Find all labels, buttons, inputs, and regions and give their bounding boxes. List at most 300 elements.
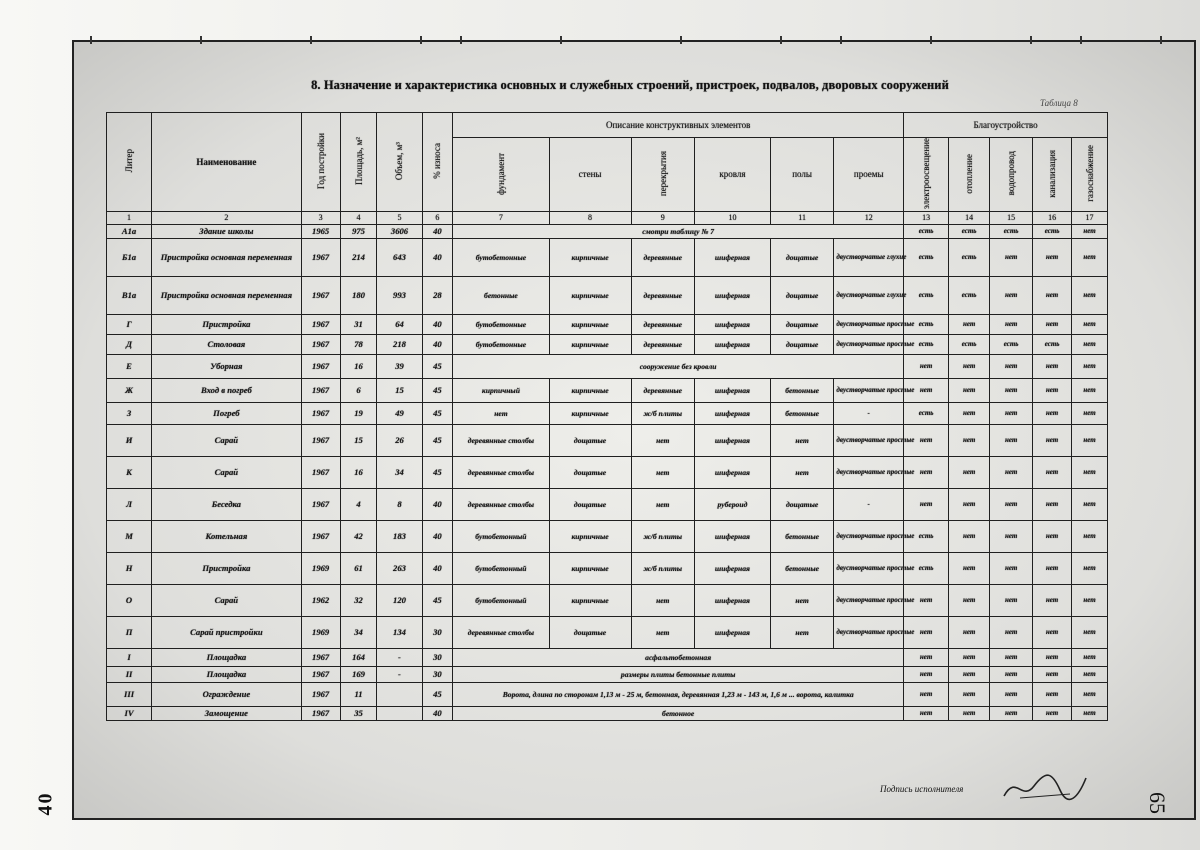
cell-description-span: смотри таблицу № 7: [453, 224, 904, 238]
cell-area: 19: [340, 402, 377, 424]
cell-litera: IV: [107, 706, 152, 720]
cell-name: Беседка: [152, 488, 302, 520]
cell-year: 1967: [301, 682, 340, 706]
cell-amenity: нет: [1072, 648, 1108, 666]
cell-wear: 40: [422, 224, 453, 238]
cell-floors-over: деревянные: [631, 378, 695, 402]
cell-wear: 45: [422, 682, 453, 706]
cell-volume: 3606: [377, 224, 422, 238]
group-amenities: Благоустройство: [904, 113, 1108, 138]
cell-roof: шиферная: [695, 616, 771, 648]
column-number: 17: [1072, 211, 1108, 224]
table-row: [107, 666, 1108, 682]
cell-floors-over: деревянные: [631, 238, 695, 276]
cell-floors-over: ж/б плиты: [631, 552, 695, 584]
cell-name: Ограждение: [152, 682, 302, 706]
table-header-row-1: [107, 113, 1108, 138]
cell-foundation: деревянные столбы: [453, 424, 549, 456]
cell-year: 1967: [301, 424, 340, 456]
cell-area: 31: [340, 314, 377, 334]
table-row: [107, 378, 1108, 402]
col-year: Год постройки: [301, 113, 340, 212]
cell-litera: В1а: [107, 276, 152, 314]
cell-amenity: нет: [949, 552, 990, 584]
cell-amenity: нет: [1033, 584, 1072, 616]
cell-amenity: нет: [1033, 666, 1072, 682]
cell-walls: дощатые: [549, 488, 631, 520]
cell-amenity: нет: [949, 488, 990, 520]
cell-volume: 183: [377, 520, 422, 552]
cell-roof: шиферная: [695, 424, 771, 456]
cell-litera: II: [107, 666, 152, 682]
cell-amenity: нет: [1072, 334, 1108, 354]
cell-amenity: нет: [990, 706, 1033, 720]
cell-wear: 40: [422, 334, 453, 354]
table-row: [107, 520, 1108, 552]
cell-walls: кирпичные: [549, 402, 631, 424]
cell-floors-over: деревянные: [631, 276, 695, 314]
cell-floors-over: деревянные: [631, 314, 695, 334]
cell-roof: шиферная: [695, 238, 771, 276]
cell-description-span: асфальтобетонная: [453, 648, 904, 666]
cell-amenity: нет: [990, 238, 1033, 276]
cell-amenity: нет: [904, 456, 949, 488]
cell-amenity: нет: [990, 424, 1033, 456]
cell-foundation: бутобетонный: [453, 520, 549, 552]
cell-amenity: нет: [990, 378, 1033, 402]
table-row: [107, 648, 1108, 666]
cell-roof: шиферная: [695, 276, 771, 314]
column-number: 12: [834, 211, 904, 224]
cell-amenity: нет: [1072, 584, 1108, 616]
cell-foundation: деревянные столбы: [453, 456, 549, 488]
cell-year: 1967: [301, 334, 340, 354]
cell-foundation: бетонные: [453, 276, 549, 314]
cell-year: 1969: [301, 616, 340, 648]
cell-litera: П: [107, 616, 152, 648]
cell-litera: Г: [107, 314, 152, 334]
cell-openings: двустворчатые простые: [834, 334, 904, 354]
cell-amenity: нет: [949, 616, 990, 648]
cell-year: 1967: [301, 378, 340, 402]
cell-amenity: есть: [1033, 334, 1072, 354]
cell-roof: шиферная: [695, 456, 771, 488]
cell-litera: Ж: [107, 378, 152, 402]
cell-volume: 39: [377, 354, 422, 378]
cell-amenity: нет: [990, 488, 1033, 520]
cell-walls: дощатые: [549, 456, 631, 488]
cell-amenity: нет: [1072, 616, 1108, 648]
cell-floors-over: нет: [631, 488, 695, 520]
cell-name: Пристройка: [152, 314, 302, 334]
cell-volume: 263: [377, 552, 422, 584]
cell-volume: 8: [377, 488, 422, 520]
table-row: [107, 334, 1108, 354]
cell-amenity: нет: [1072, 666, 1108, 682]
punch-marks: [80, 36, 1190, 52]
cell-litera: И: [107, 424, 152, 456]
cell-amenity: нет: [1072, 424, 1108, 456]
cell-amenity: нет: [1072, 706, 1108, 720]
cell-amenity: нет: [949, 666, 990, 682]
cell-volume: 49: [377, 402, 422, 424]
cell-name: Пристройка: [152, 552, 302, 584]
cell-floors-over: деревянные: [631, 334, 695, 354]
sheet-number: 65: [1145, 792, 1170, 814]
cell-roof: рубероид: [695, 488, 771, 520]
cell-amenity: нет: [1033, 616, 1072, 648]
col-floors-over: перекрытия: [631, 138, 695, 212]
cell-amenity: нет: [1033, 276, 1072, 314]
cell-amenity: нет: [1072, 456, 1108, 488]
cell-wear: 40: [422, 238, 453, 276]
cell-volume: 993: [377, 276, 422, 314]
column-number: 13: [904, 211, 949, 224]
cell-floors: нет: [770, 584, 834, 616]
cell-floors: бетонные: [770, 520, 834, 552]
column-number: 8: [549, 211, 631, 224]
cell-name: Пристройка основная переменная: [152, 276, 302, 314]
cell-floors-over: ж/б плиты: [631, 520, 695, 552]
cell-year: 1967: [301, 488, 340, 520]
cell-walls: кирпичные: [549, 584, 631, 616]
cell-area: 34: [340, 616, 377, 648]
table-row: [107, 238, 1108, 276]
cell-area: 975: [340, 224, 377, 238]
cell-foundation: бутобетонный: [453, 552, 549, 584]
cell-name: Погреб: [152, 402, 302, 424]
table-row: [107, 706, 1108, 720]
cell-name: Площадка: [152, 648, 302, 666]
table-row: [107, 424, 1108, 456]
cell-volume: 26: [377, 424, 422, 456]
col-litera: Литер: [107, 113, 152, 212]
cell-roof: шиферная: [695, 552, 771, 584]
cell-amenity: нет: [949, 354, 990, 378]
cell-amenity: есть: [990, 334, 1033, 354]
cell-floors-over: ж/б плиты: [631, 402, 695, 424]
cell-amenity: нет: [949, 682, 990, 706]
cell-wear: 45: [422, 456, 453, 488]
cell-amenity: нет: [990, 616, 1033, 648]
cell-description-span: сооружение без кровли: [453, 354, 904, 378]
cell-amenity: нет: [904, 682, 949, 706]
cell-name: Вход в погреб: [152, 378, 302, 402]
cell-openings: двустворчатые глухие: [834, 276, 904, 314]
cell-amenity: нет: [1033, 520, 1072, 552]
cell-amenity: нет: [1033, 378, 1072, 402]
cell-amenity: нет: [904, 424, 949, 456]
cell-amenity: нет: [904, 378, 949, 402]
cell-roof: шиферная: [695, 520, 771, 552]
cell-amenity: нет: [1033, 648, 1072, 666]
cell-openings: двустворчатые простые: [834, 616, 904, 648]
cell-amenity: есть: [904, 238, 949, 276]
cell-amenity: нет: [1033, 706, 1072, 720]
cell-roof: шиферная: [695, 584, 771, 616]
cell-litera: III: [107, 682, 152, 706]
cell-description-span: размеры плиты бетонные плиты: [453, 666, 904, 682]
cell-amenity: есть: [990, 224, 1033, 238]
column-number: 5: [377, 211, 422, 224]
cell-foundation: бутобетонные: [453, 238, 549, 276]
cell-year: 1967: [301, 238, 340, 276]
cell-wear: 45: [422, 354, 453, 378]
cell-year: 1967: [301, 706, 340, 720]
cell-area: 61: [340, 552, 377, 584]
cell-floors: дощатые: [770, 488, 834, 520]
cell-floors-over: нет: [631, 616, 695, 648]
cell-amenity: есть: [904, 224, 949, 238]
cell-wear: 45: [422, 584, 453, 616]
cell-litera: Д: [107, 334, 152, 354]
cell-amenity: нет: [1072, 378, 1108, 402]
cell-foundation: кирпичный: [453, 378, 549, 402]
cell-volume: 120: [377, 584, 422, 616]
cell-area: 4: [340, 488, 377, 520]
cell-walls: дощатые: [549, 616, 631, 648]
cell-amenity: нет: [990, 456, 1033, 488]
cell-walls: кирпичные: [549, 276, 631, 314]
cell-amenity: нет: [949, 648, 990, 666]
cell-foundation: нет: [453, 402, 549, 424]
cell-amenity: нет: [1033, 456, 1072, 488]
table-row: [107, 616, 1108, 648]
cell-amenity: нет: [1033, 354, 1072, 378]
cell-amenity: нет: [1072, 402, 1108, 424]
cell-name: Замощение: [152, 706, 302, 720]
cell-litera: Л: [107, 488, 152, 520]
cell-amenity: нет: [990, 648, 1033, 666]
column-number: 10: [695, 211, 771, 224]
cell-volume: 64: [377, 314, 422, 334]
cell-amenity: нет: [1072, 224, 1108, 238]
cell-amenity: есть: [1033, 224, 1072, 238]
cell-wear: 45: [422, 402, 453, 424]
cell-openings: двустворчатые простые: [834, 378, 904, 402]
cell-wear: 40: [422, 520, 453, 552]
cell-amenity: нет: [1072, 552, 1108, 584]
signature-scribble: [1000, 768, 1090, 804]
cell-floors-over: нет: [631, 584, 695, 616]
cell-amenity: нет: [949, 402, 990, 424]
cell-amenity: есть: [904, 334, 949, 354]
cell-wear: 30: [422, 648, 453, 666]
cell-wear: 30: [422, 666, 453, 682]
cell-amenity: нет: [904, 488, 949, 520]
cell-name: Сарай пристройки: [152, 616, 302, 648]
group-elements: Описание конструктивных элементов: [453, 113, 904, 138]
cell-amenity: нет: [904, 666, 949, 682]
cell-year: 1967: [301, 314, 340, 334]
cell-name: Сарай: [152, 584, 302, 616]
col-walls: стены: [549, 138, 631, 212]
cell-amenity: нет: [904, 354, 949, 378]
cell-floors: дощатые: [770, 238, 834, 276]
cell-description-span: бетонное: [453, 706, 904, 720]
cell-area: 11: [340, 682, 377, 706]
cell-openings: -: [834, 402, 904, 424]
cell-volume: 15: [377, 378, 422, 402]
col-volume: Объем, м³: [377, 113, 422, 212]
cell-litera: З: [107, 402, 152, 424]
cell-litera: М: [107, 520, 152, 552]
cell-amenity: нет: [990, 584, 1033, 616]
col-openings: проемы: [834, 138, 904, 212]
cell-volume: 643: [377, 238, 422, 276]
cell-amenity: нет: [949, 456, 990, 488]
cell-year: 1967: [301, 648, 340, 666]
cell-name: Площадка: [152, 666, 302, 682]
cell-area: 214: [340, 238, 377, 276]
cell-wear: 30: [422, 616, 453, 648]
cell-openings: двустворчатые простые: [834, 584, 904, 616]
table-row: [107, 682, 1108, 706]
cell-year: 1967: [301, 520, 340, 552]
cell-litera: О: [107, 584, 152, 616]
cell-walls: кирпичные: [549, 520, 631, 552]
cell-roof: шиферная: [695, 314, 771, 334]
cell-area: 16: [340, 354, 377, 378]
cell-amenity: нет: [1072, 682, 1108, 706]
table-note: Таблица 8: [1040, 98, 1078, 108]
cell-amenity: нет: [1072, 238, 1108, 276]
cell-area: 78: [340, 334, 377, 354]
cell-amenity: есть: [949, 224, 990, 238]
cell-year: 1967: [301, 276, 340, 314]
cell-wear: 40: [422, 706, 453, 720]
cell-amenity: нет: [1033, 314, 1072, 334]
cell-amenity: нет: [1033, 424, 1072, 456]
cell-area: 164: [340, 648, 377, 666]
cell-amenity: нет: [904, 584, 949, 616]
column-number: 4: [340, 211, 377, 224]
col-area: Площадь, м²: [340, 113, 377, 212]
cell-wear: 40: [422, 314, 453, 334]
cell-floors: бетонные: [770, 402, 834, 424]
column-numbers-row: [107, 211, 1108, 224]
cell-description-span: Ворота, длина по сторонам 1,13 м - 25 м, бетонная, деревянная 1,23 м - 143 м, 1,6 м ... ворота, калитка: [453, 682, 904, 706]
cell-amenity: нет: [1072, 276, 1108, 314]
column-number: 7: [453, 211, 549, 224]
cell-walls: дощатые: [549, 424, 631, 456]
cell-openings: двустворчатые простые: [834, 520, 904, 552]
cell-area: 6: [340, 378, 377, 402]
cell-amenity: нет: [990, 402, 1033, 424]
cell-amenity: нет: [1033, 402, 1072, 424]
cell-walls: кирпичные: [549, 552, 631, 584]
cell-wear: 40: [422, 488, 453, 520]
cell-volume: [377, 682, 422, 706]
cell-amenity: есть: [904, 520, 949, 552]
cell-floors: нет: [770, 456, 834, 488]
cell-year: 1967: [301, 402, 340, 424]
cell-amenity: нет: [990, 520, 1033, 552]
cell-amenity: есть: [904, 276, 949, 314]
column-number: 11: [770, 211, 834, 224]
table-row: [107, 276, 1108, 314]
cell-volume: 134: [377, 616, 422, 648]
column-number: 15: [990, 211, 1033, 224]
table-row: [107, 402, 1108, 424]
cell-amenity: нет: [904, 616, 949, 648]
column-number: 3: [301, 211, 340, 224]
cell-walls: кирпичные: [549, 238, 631, 276]
cell-name: Сарай: [152, 424, 302, 456]
cell-roof: шиферная: [695, 402, 771, 424]
table-row: [107, 552, 1108, 584]
cell-litera: Н: [107, 552, 152, 584]
cell-litera: I: [107, 648, 152, 666]
col-heating: отопление: [949, 138, 990, 212]
cell-floors: дощатые: [770, 276, 834, 314]
cell-amenity: нет: [1033, 488, 1072, 520]
cell-openings: двустворчатые глухие: [834, 238, 904, 276]
cell-amenity: есть: [949, 276, 990, 314]
cell-wear: 40: [422, 552, 453, 584]
column-number: 9: [631, 211, 695, 224]
cell-roof: шиферная: [695, 334, 771, 354]
cell-wear: 45: [422, 424, 453, 456]
cell-amenity: нет: [949, 520, 990, 552]
cell-foundation: деревянные столбы: [453, 616, 549, 648]
cell-floors-over: нет: [631, 456, 695, 488]
cell-floors: бетонные: [770, 378, 834, 402]
table-row: [107, 354, 1108, 378]
cell-amenity: нет: [1072, 354, 1108, 378]
cell-area: 169: [340, 666, 377, 682]
cell-litera: К: [107, 456, 152, 488]
cell-floors: дощатые: [770, 314, 834, 334]
cell-openings: двустворчатые простые: [834, 456, 904, 488]
cell-area: 42: [340, 520, 377, 552]
column-number: 2: [152, 211, 302, 224]
cell-name: Котельная: [152, 520, 302, 552]
cell-amenity: нет: [990, 314, 1033, 334]
cell-walls: кирпичные: [549, 314, 631, 334]
cell-area: 35: [340, 706, 377, 720]
cell-name: Уборная: [152, 354, 302, 378]
col-wear: % износа: [422, 113, 453, 212]
cell-amenity: нет: [990, 552, 1033, 584]
column-number: 6: [422, 211, 453, 224]
cell-area: 16: [340, 456, 377, 488]
cell-openings: двустворчатые простые: [834, 552, 904, 584]
cell-amenity: нет: [990, 276, 1033, 314]
page-number: 40: [34, 791, 57, 816]
cell-amenity: нет: [990, 682, 1033, 706]
cell-year: 1967: [301, 456, 340, 488]
cell-amenity: нет: [949, 314, 990, 334]
cell-foundation: бутобетонные: [453, 314, 549, 334]
cell-area: 180: [340, 276, 377, 314]
cell-area: 32: [340, 584, 377, 616]
cell-floors: бетонные: [770, 552, 834, 584]
col-sewer: канализация: [1033, 138, 1072, 212]
cell-openings: двустворчатые простые: [834, 424, 904, 456]
cell-year: 1965: [301, 224, 340, 238]
cell-amenity: есть: [949, 238, 990, 276]
cell-openings: -: [834, 488, 904, 520]
cell-amenity: есть: [949, 334, 990, 354]
cell-volume: -: [377, 666, 422, 682]
cell-year: 1967: [301, 666, 340, 682]
column-number: 16: [1033, 211, 1072, 224]
cell-foundation: бутобетонные: [453, 334, 549, 354]
col-electric: электроосвещение: [904, 138, 949, 212]
cell-amenity: нет: [904, 648, 949, 666]
table-row: [107, 488, 1108, 520]
